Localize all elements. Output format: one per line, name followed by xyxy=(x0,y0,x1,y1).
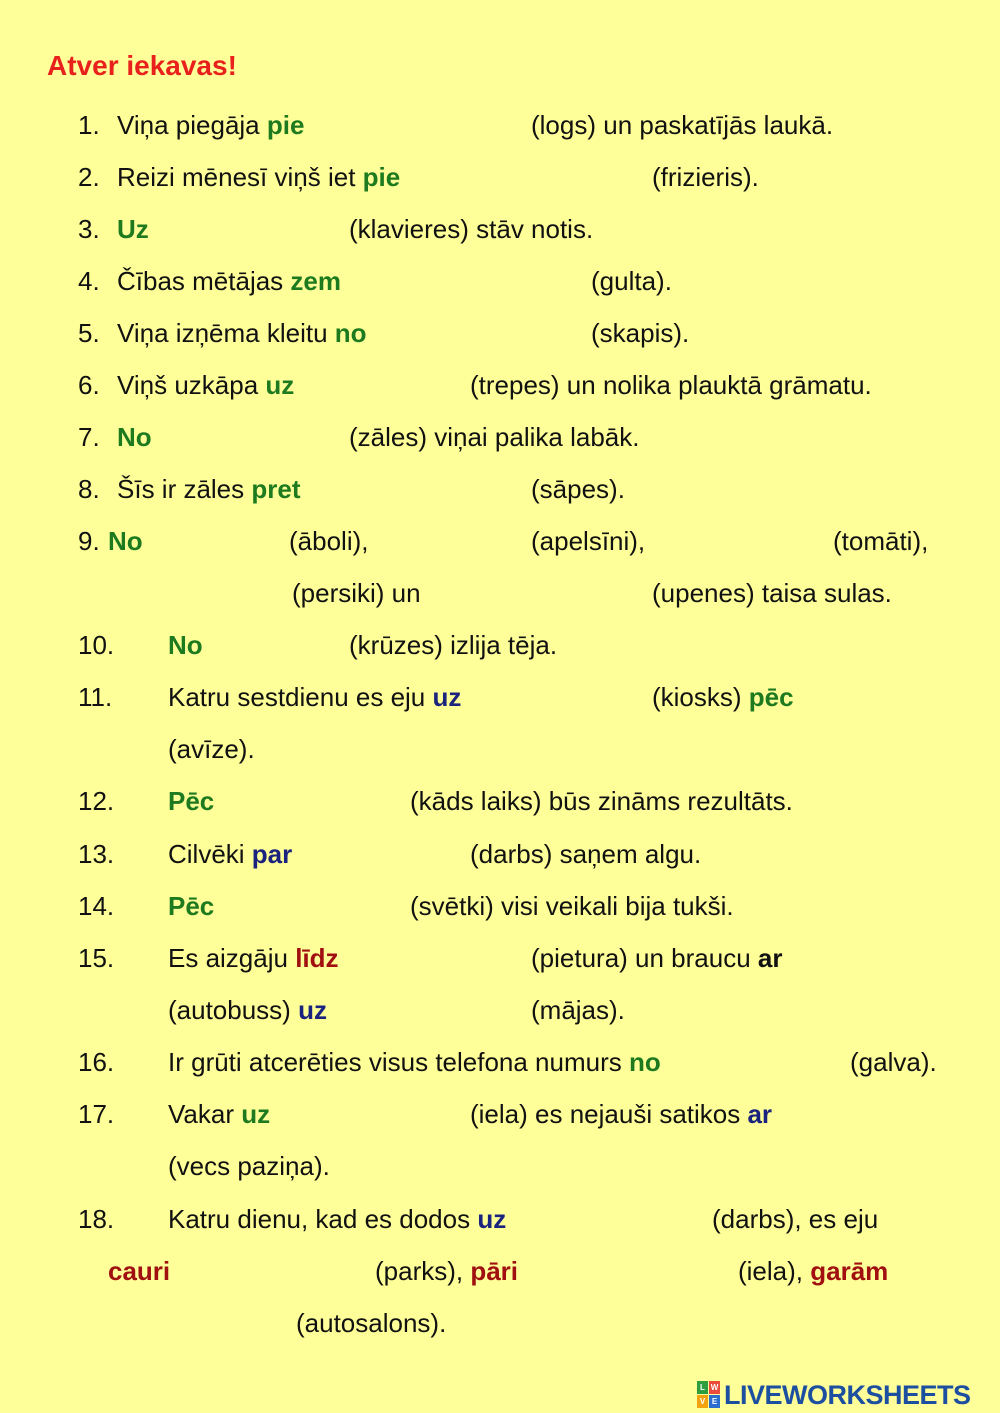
sentence-text: (darbs), es eju xyxy=(712,1204,879,1234)
sentence-text: Cilvēki par xyxy=(168,839,293,869)
sentence-text: Čības mētājas zem xyxy=(117,266,341,296)
preposition: Pēc xyxy=(168,786,215,816)
sentence-text: Reizi mēnesī viņš iet pie xyxy=(117,162,401,192)
preposition: līdz xyxy=(295,943,339,973)
sentence-text: Viņa piegāja pie xyxy=(117,110,305,140)
sentence-text: (trepes) un nolika plauktā grāmatu. xyxy=(470,370,872,400)
preposition: ar xyxy=(747,1099,773,1129)
preposition: pie xyxy=(266,110,305,140)
sentence-text: (avīze). xyxy=(168,734,255,764)
worksheet-title: Atver iekavas! xyxy=(47,50,237,81)
sentence-text: Katru sestdienu es eju uz xyxy=(168,682,462,712)
item-number: 11. xyxy=(78,682,113,712)
preposition: No xyxy=(108,526,143,556)
liveworksheets-logo-text: LIVEWORKSHEETS xyxy=(724,1379,971,1410)
preposition: No xyxy=(168,630,203,660)
sentence-text: (iela) es nejauši satikos ar xyxy=(470,1099,773,1129)
preposition: uz xyxy=(265,370,295,400)
preposition: garām xyxy=(810,1256,889,1286)
preposition: no xyxy=(628,1047,661,1077)
sentence-text: (autosalons). xyxy=(296,1308,447,1338)
liveworksheets-logo-icon: L W V E xyxy=(697,1381,721,1409)
sentence-text: (apelsīni), xyxy=(531,526,646,556)
item-number: 1. xyxy=(78,110,100,140)
preposition: pāri xyxy=(470,1256,519,1286)
sentence-text: Šīs ir zāles pret xyxy=(117,474,301,504)
sentence-text: (logs) un paskatījās laukā. xyxy=(531,110,834,140)
preposition: pie xyxy=(362,162,401,192)
sentence-text: Ir grūti atcerēties visus telefona numurs no xyxy=(168,1047,661,1077)
preposition: uz xyxy=(477,1204,507,1234)
preposition: uz xyxy=(432,682,462,712)
sentence-text: (iela), garām xyxy=(738,1256,889,1286)
sentence-text: Es aizgāju līdz xyxy=(168,943,339,973)
preposition: pret xyxy=(251,474,301,504)
sentence-text: (gulta). xyxy=(591,266,672,296)
preposition: no xyxy=(334,318,367,348)
sentence-text: (tomāti), xyxy=(833,526,929,556)
sentence-text: (parks), pāri xyxy=(375,1256,519,1286)
sentence-text: (klavieres) stāv notis. xyxy=(349,214,594,244)
sentence-text: (frizieris). xyxy=(652,162,759,192)
sentence-text: Viņa izņēma kleitu no xyxy=(117,318,367,348)
item-number: 12. xyxy=(78,786,115,816)
item-number: 17. xyxy=(78,1099,115,1129)
preposition: cauri xyxy=(108,1256,171,1286)
sentence-text: (krūzes) izlija tēja. xyxy=(349,630,558,660)
sentence-text: (skapis). xyxy=(591,318,690,348)
item-number: 8. xyxy=(78,474,100,504)
item-number: 7. xyxy=(78,422,100,452)
sentence-text: (pietura) un braucu ar xyxy=(531,943,783,973)
item-number: 18. xyxy=(78,1204,115,1234)
sentence-text: (mājas). xyxy=(531,995,625,1025)
item-number: 6. xyxy=(78,370,100,400)
preposition: ar xyxy=(757,943,783,973)
item-number: 16. xyxy=(78,1047,115,1077)
sentence-text: (galva). xyxy=(850,1047,937,1077)
item-number: 14. xyxy=(78,891,115,921)
sentence-text: (darbs) saņem algu. xyxy=(470,839,702,869)
item-number: 13. xyxy=(78,839,115,869)
sentence-text: Katru dienu, kad es dodos uz xyxy=(168,1204,507,1234)
preposition: No xyxy=(117,422,152,452)
sentence-text: (upenes) taisa sulas. xyxy=(652,578,892,608)
preposition: par xyxy=(251,839,293,869)
sentence-text: (vecs paziņa). xyxy=(168,1151,330,1181)
item-number: 15. xyxy=(78,943,115,973)
item-number: 3. xyxy=(78,214,100,244)
preposition: uz xyxy=(241,1099,271,1129)
sentence-text: Viņš uzkāpa uz xyxy=(117,370,295,400)
item-number: 9. xyxy=(78,526,100,556)
preposition: Uz xyxy=(117,214,149,244)
item-number: 4. xyxy=(78,266,100,296)
preposition: zem xyxy=(290,266,341,296)
preposition: Pēc xyxy=(168,891,215,921)
sentence-text: (zāles) viņai palika labāk. xyxy=(349,422,640,452)
sentence-text: (kāds laiks) būs zināms rezultāts. xyxy=(410,786,793,816)
liveworksheets-logo xyxy=(697,1378,971,1412)
item-number: 5. xyxy=(78,318,100,348)
preposition: pēc xyxy=(748,682,794,712)
sentence-text: (āboli), xyxy=(289,526,369,556)
sentence-text: (kiosks) pēc xyxy=(652,682,794,712)
sentence-text: (svētki) visi veikali bija tukši. xyxy=(410,891,734,921)
sentence-text: (autobuss) uz xyxy=(168,995,327,1025)
item-number: 2. xyxy=(78,162,100,192)
item-number: 10. xyxy=(78,630,115,660)
preposition: uz xyxy=(298,995,327,1025)
sentence-text: (persiki) un xyxy=(292,578,421,608)
sentence-text: (sāpes). xyxy=(531,474,625,504)
sentence-text: Vakar uz xyxy=(168,1099,271,1129)
